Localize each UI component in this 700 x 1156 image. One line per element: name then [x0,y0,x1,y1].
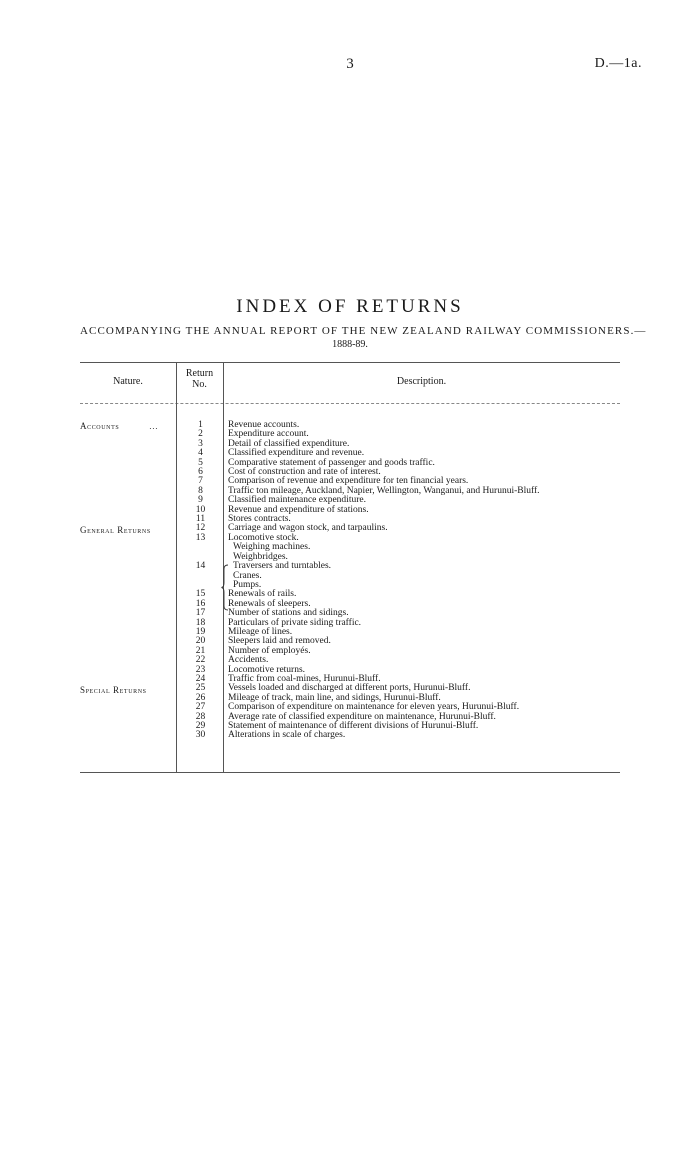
document-reference: D.—1a. [594,56,642,71]
return-description: Revenue and expenditure of stations. [228,504,369,515]
spacer [178,572,223,581]
return-number: 6 [198,467,203,478]
return-number: 30 [195,730,206,741]
return-number: 4 [198,448,203,459]
return-number: 3 [198,438,203,449]
return-description: Comparison of revenue and expenditure for ten financial years. [228,476,469,487]
header-description: Description. [396,376,447,387]
group-item: Weighbridges. [233,551,288,562]
return-description: Vessels loaded and discharged at different ports, Hurunui-Bluff. [228,683,471,694]
section-label-text: Accounts [80,421,120,431]
return-description: Comparison of expenditure on maintenance for eleven years, Hurunui-Bluff. [228,702,520,713]
return-description: Renewals of sleepers. [228,598,311,609]
column-divider-nature [176,363,177,772]
return-number: 8 [198,485,203,496]
group-item: Traversers and turntables. [233,561,332,572]
return-description: Number of employés. [228,645,311,656]
return-number: 9 [198,495,203,506]
return-description: Carriage and wagon stock, and tarpaulins. [228,523,388,534]
header-return-line2: No. [192,379,207,390]
return-number: 19 [195,626,206,637]
return-description: Stores contracts. [228,514,291,525]
description-column [228,421,620,741]
return-description: Statement of maintenance of different divisions of Hurunui-Bluff. [228,721,479,731]
header-nature: Nature. [113,376,143,387]
return-number: 23 [195,664,206,675]
section-label-text: General Returns [80,524,151,535]
return-number: 11 [195,514,206,525]
section-label-text: Special Returns [80,684,147,695]
section-label [80,685,147,695]
return-number: 22 [195,655,206,666]
section-label [80,525,151,535]
return-number: 1 [198,420,203,430]
return-description: Classified expenditure and revenue. [228,448,365,459]
return-number: 18 [195,617,206,628]
group-item: Pumps. [233,579,262,590]
return-number: 17 [195,608,206,619]
return-number: 24 [195,673,206,684]
return-number-column [178,421,223,741]
return-description: Number of stations and sidings. [228,608,349,619]
return-number: 7 [198,476,203,487]
page-number: 3 [346,56,354,72]
return-number: 15 [195,589,206,600]
return-number: 2 [198,429,203,440]
return-number: 5 [198,457,203,468]
return-number: 21 [195,645,206,656]
return-description: Expenditure account. [228,429,309,440]
section-label [80,421,158,431]
return-description: Cost of construction and rate of interest. [228,467,381,478]
header-rule [80,403,620,404]
return-description: Accidents. [228,655,269,666]
return-number: 25 [195,683,206,694]
return-number: 10 [195,504,206,515]
return-description: Classified maintenance expenditure. [228,495,366,506]
return-number: 14 [195,561,206,572]
return-number: 26 [195,692,206,703]
return-description: Comparative statement of passenger and goods traffic. [228,457,435,468]
return-description: Particulars of private siding traffic. [228,617,362,628]
return-description: Mileage of track, main line, and sidings, Hurunui-Bluff. [228,692,441,703]
return-number: 27 [195,702,206,713]
page-title: INDEX OF RETURNS [236,296,464,317]
return-description: Revenue accounts. [228,420,300,430]
header-return-no [176,368,223,390]
section-leader-dots: ... [149,422,159,431]
return-number: 28 [195,711,206,722]
return-number: 29 [195,721,206,731]
return-number: 13 [195,532,206,543]
return-description: Renewals of rails. [228,589,297,600]
spacer [178,543,223,552]
return-description: Average rate of classified expenditure on maintenance, Hurunui-Bluff. [228,711,496,722]
group-item: Weighing machines. [233,542,311,553]
return-description: Traffic ton mileage, Auckland, Napier, Wellington, Wanganui, and Hurunui-Bluff. [228,485,540,496]
return-number: 16 [195,598,206,609]
return-description: Traffic from coal-mines, Hurunui-Bluff. [228,673,381,684]
table-bottom-rule [80,772,620,773]
header-return-line1: Return [185,368,214,379]
return-description: Detail of classified expenditure. [228,438,350,449]
group-item: Cranes. [233,570,262,581]
return-description: Locomotive returns. [228,664,306,675]
subtitle-year: 1888-89. [332,339,368,350]
return-description: Sleepers laid and removed. [228,636,331,647]
return-description: Mileage of lines. [228,626,293,637]
return-number: 12 [195,523,206,534]
table-top-rule [80,362,620,363]
group-brace-icon [221,564,229,611]
page-subtitle: ACCOMPANYING THE ANNUAL REPORT OF THE NEW ZEALAND RAILWAY COMMISSIONERS.— [80,325,647,337]
return-number: 20 [195,636,206,647]
return-description: Locomotive stock. [228,532,299,543]
return-description: Alterations in scale of charges. [228,730,346,741]
